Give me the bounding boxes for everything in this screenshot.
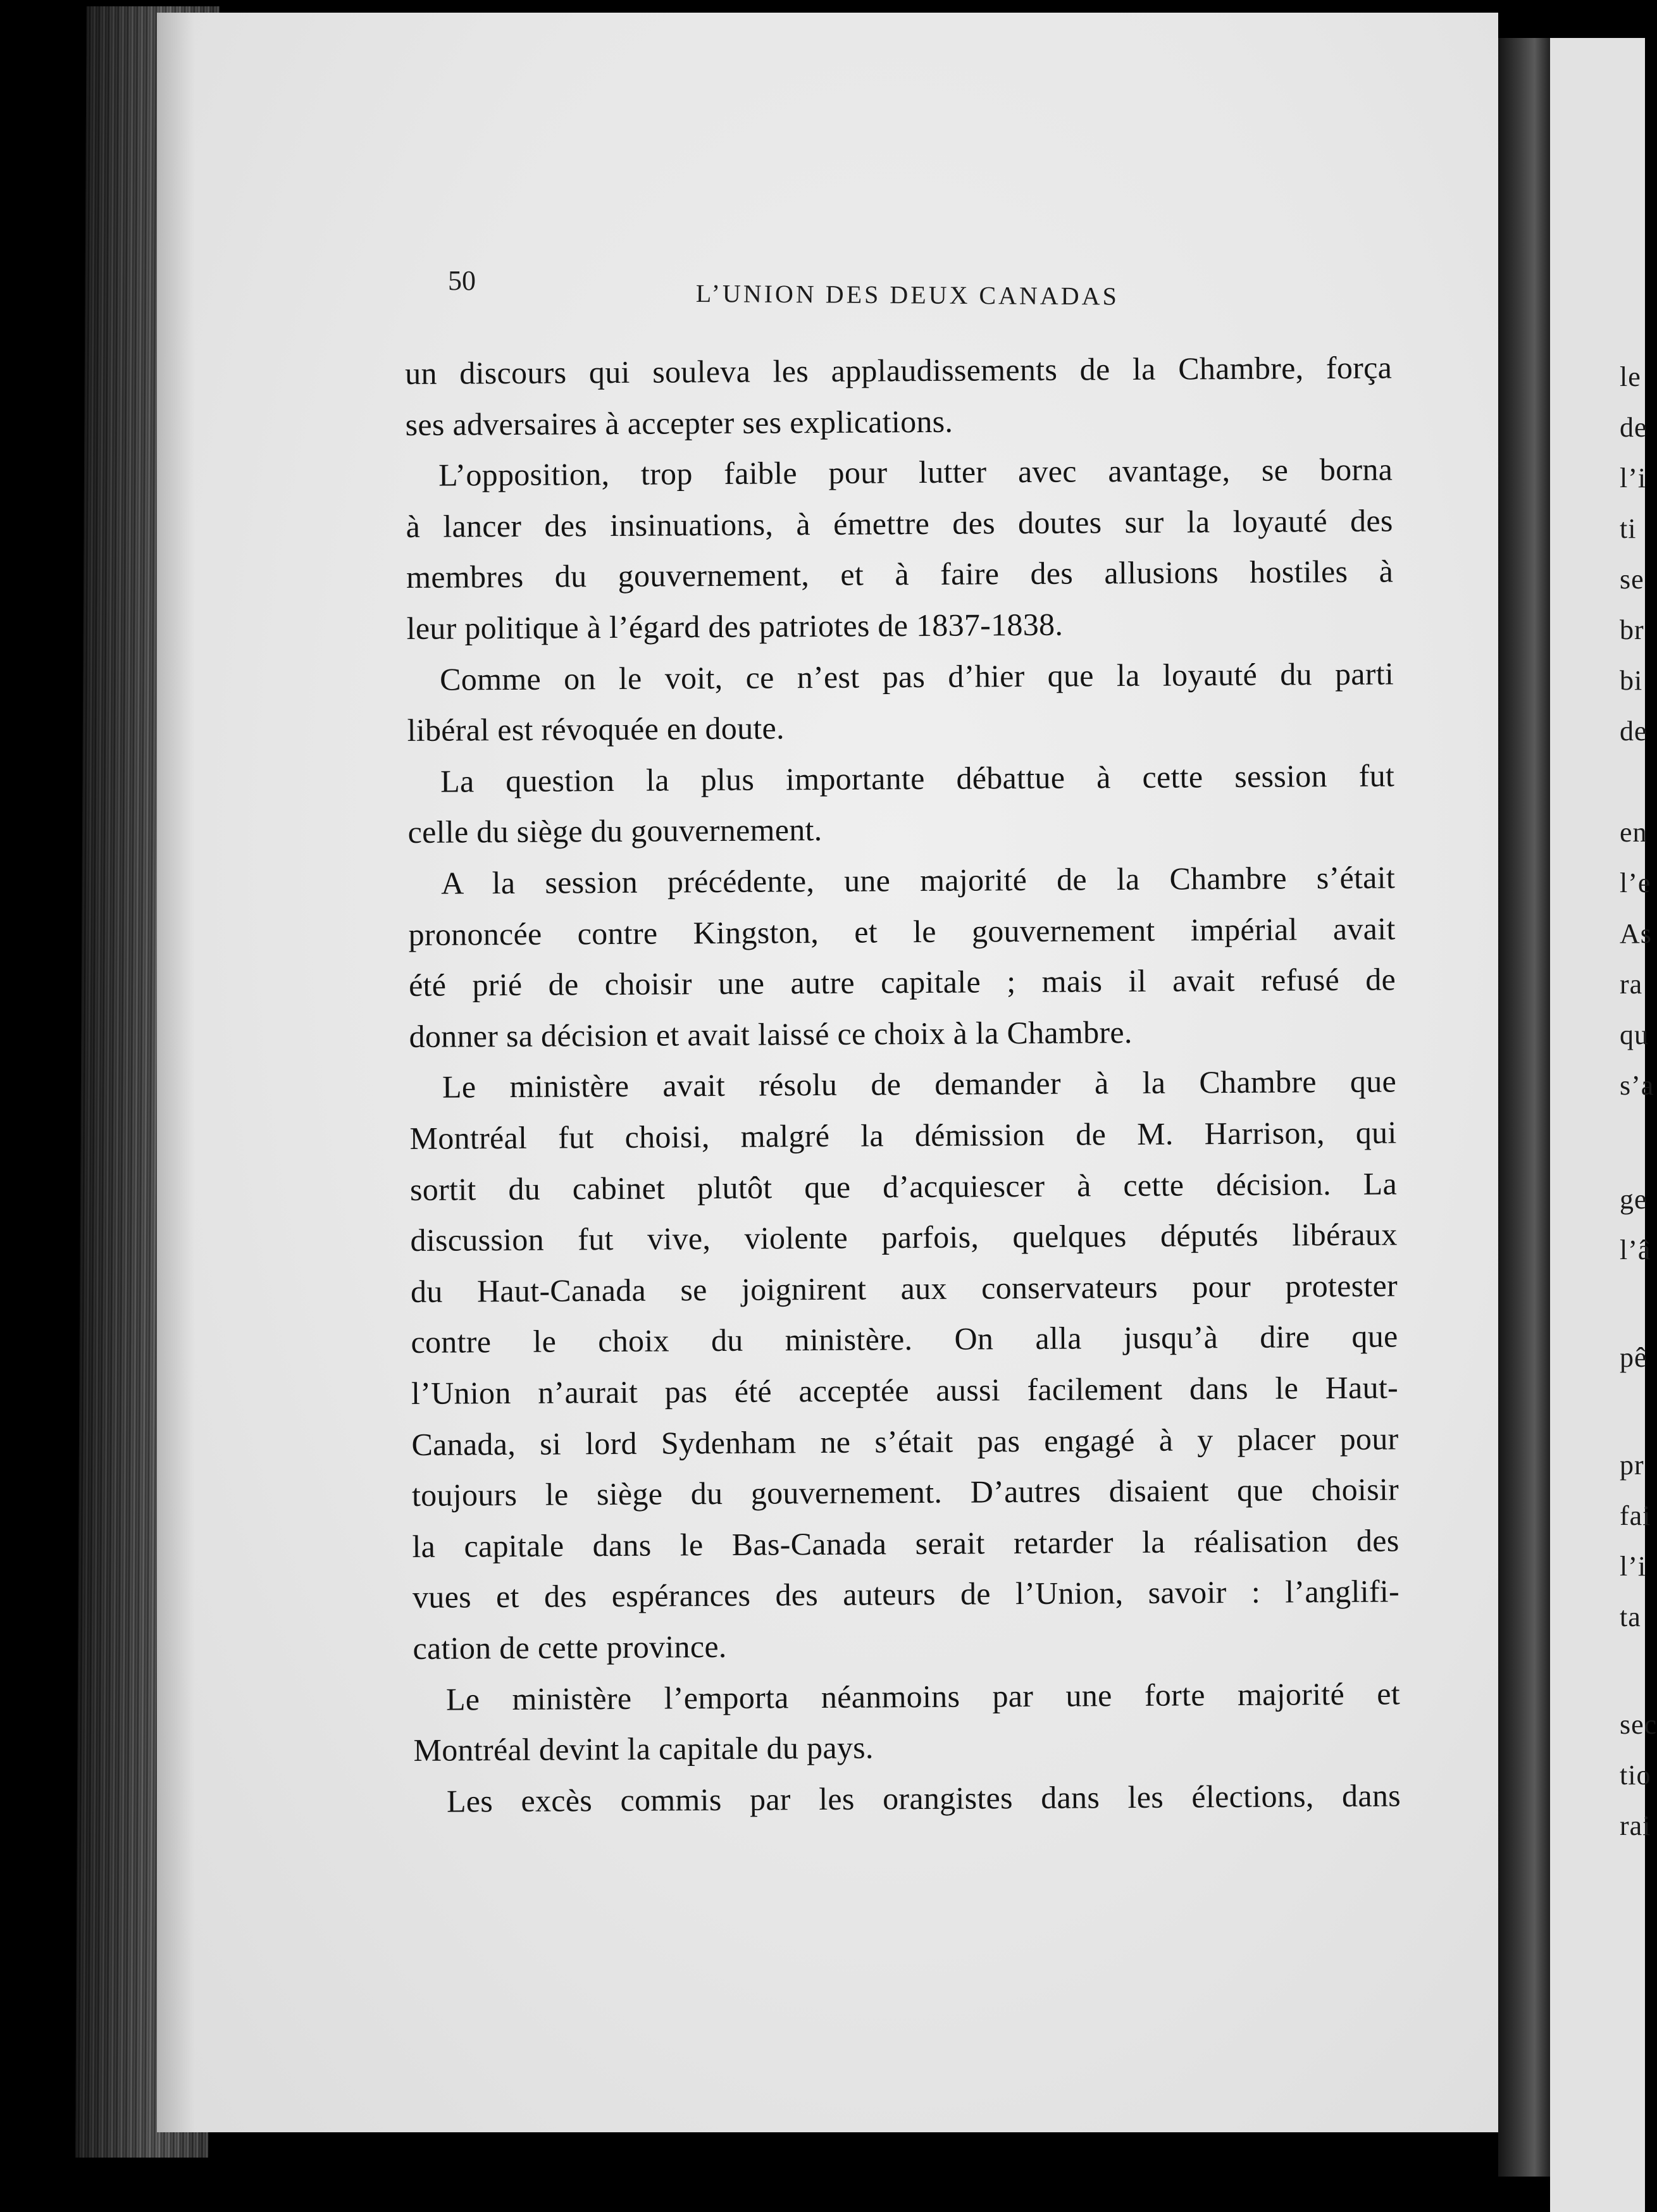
text-line: toujours le siège du gouvernement. D’autres disaient que choisir (411, 1471, 1399, 1513)
text-line: Canada, si lord Sydenham ne s’était pas engagé à y placer pour (411, 1420, 1399, 1462)
text-line: vues et des espérances des auteurs de l’Union, savoir : l’anglifi- (412, 1573, 1400, 1615)
text-line: sortit du cabinet plutôt que d’acquiescer à cette décision. La (409, 1165, 1398, 1207)
text-line: discussion fut vive, violente parfois, quelques députés libéraux (410, 1216, 1398, 1258)
facing-page-fragment: qu (1620, 1019, 1649, 1050)
facing-page-fragment: de (1620, 412, 1648, 443)
text-line: donner sa décision et avait laissé ce choix à la Chambre. (409, 1014, 1133, 1054)
text-line: du Haut-Canada se joignirent aux conservateurs pour protester (410, 1267, 1398, 1309)
text-line: l’Union n’aurait pas été acceptée aussi facilement dans le Haut- (411, 1369, 1399, 1411)
facing-page-fragment: en (1620, 817, 1648, 848)
book-gutter (1498, 38, 1550, 2177)
facing-page-fragment: ti (1620, 513, 1637, 544)
facing-page-fragment: As (1620, 918, 1652, 949)
facing-page-fragment: l’e (1620, 867, 1651, 898)
text-line: Montréal fut choisi, malgré la démission de M. Harrison, qui (409, 1114, 1397, 1156)
facing-page-fragment: pr (1620, 1450, 1644, 1481)
text-line: contre le choix du ministère. On alla jusqu’à dire que (411, 1318, 1398, 1360)
facing-page (1550, 38, 1657, 2212)
text-line: leur politique à l’égard des patriotes de 1837-1838. (406, 606, 1064, 646)
text-line: membres du gouvernement, et à faire des allusions hostiles à (406, 553, 1394, 595)
facing-page-fragment: fai (1620, 1500, 1651, 1531)
text-line: A la session précédente, une majorité de la Chambre s’était (440, 859, 1396, 901)
facing-page-fragment: l’i (1620, 1551, 1647, 1582)
facing-page-fragment: ta (1620, 1601, 1641, 1632)
page-number: 50 (448, 265, 476, 296)
facing-page-fragment: bi (1620, 665, 1643, 696)
text-line: la capitale dans le Bas-Canada serait retarder la réalisation des (412, 1522, 1399, 1564)
facing-page-fragment: de (1620, 716, 1648, 747)
text-line: à lancer des insinuations, à émettre des doutes sur la loyauté des (406, 502, 1393, 544)
text-line: été prié de choisir une autre capitale ; mais il avait refusé de (408, 961, 1396, 1003)
text-line: Le ministère avait résolu de demander à la Chambre que (442, 1063, 1397, 1105)
facing-page-fragment: l’â (1620, 1234, 1651, 1265)
facing-page-fragment: l’i (1620, 463, 1647, 494)
facing-page-fragment: pê (1620, 1342, 1648, 1373)
text-line: La question la plus importante débattue à cette session fut (440, 757, 1395, 799)
text-line: Montréal devint la capitale du pays. (413, 1729, 874, 1768)
facing-page-fragment: le (1620, 361, 1641, 392)
facing-page-fragment: sec (1620, 1709, 1657, 1740)
text-line: Le ministère l’emporta néanmoins par une forte majorité et (445, 1675, 1401, 1717)
text-line: ses adversaires à accepter ses explications. (405, 403, 953, 442)
facing-page-fragment: rai (1620, 1810, 1651, 1841)
text-line: cation de cette province. (413, 1628, 727, 1666)
text-line: L’opposition, trop faible pour lutter avec avantage, se borna (438, 451, 1393, 493)
text-line: Comme on le voit, ce n’est pas d’hier que la loyauté du parti (439, 656, 1394, 697)
text-line: celle du siège du gouvernement. (407, 812, 822, 850)
text-line: prononcée contre Kingston, et le gouvernement impérial avait (408, 910, 1396, 952)
facing-page-fragment: br (1620, 614, 1644, 645)
facing-page-fragment: ra (1620, 969, 1643, 1000)
text-line: Les excès commis par les orangistes dans les élections, dans (446, 1777, 1401, 1819)
running-title: L’UNION DES DEUX CANADAS (695, 278, 1119, 311)
facing-page-fragment: s’a (1620, 1070, 1654, 1101)
facing-page-fragment: ge (1620, 1184, 1648, 1215)
text-line: un discours qui souleva les applaudissements de la Chambre, força (405, 349, 1393, 391)
facing-page-fragment: se (1620, 564, 1644, 595)
facing-page-fragment: tio (1620, 1760, 1651, 1791)
text-line: libéral est révoquée en doute. (407, 710, 785, 749)
